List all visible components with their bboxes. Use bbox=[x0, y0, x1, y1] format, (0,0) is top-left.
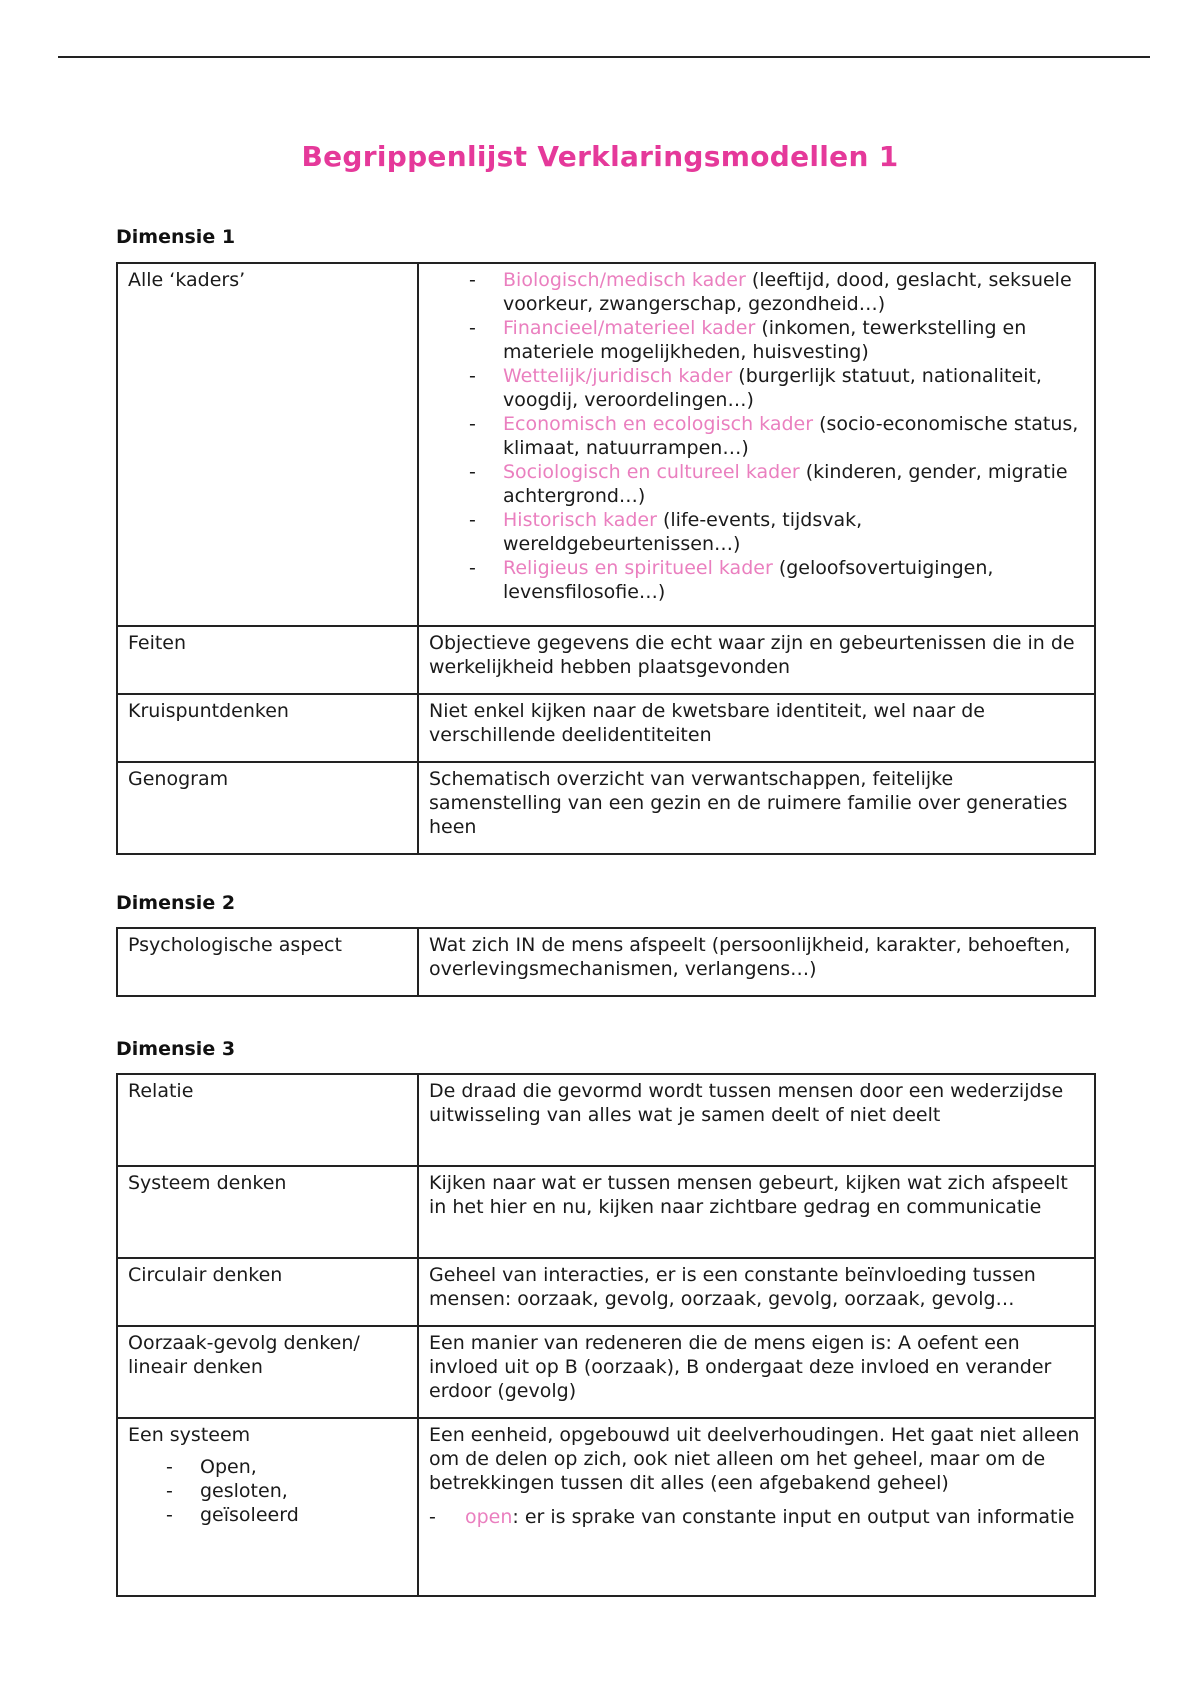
table-row bbox=[117, 1258, 1095, 1326]
definition-cell: Kijken naar wat er tussen mensen gebeurt, kijken wat zich afspeelt in het hier en nu, kijken naar zichtbare gedrag en communicatie bbox=[418, 1166, 1095, 1258]
kader-name: Wettelijk/juridisch kader bbox=[503, 365, 733, 387]
term-cell: Kruispuntdenken bbox=[117, 694, 418, 762]
term-cell: Relatie bbox=[117, 1074, 418, 1166]
kader-desc: (inkomen, tewerkstelling en materiele mogelijkheden, huisvesting) bbox=[503, 317, 1027, 363]
definition-cell bbox=[418, 1418, 1095, 1596]
kader-name: Economisch en ecologisch kader bbox=[503, 413, 814, 435]
list-item bbox=[503, 268, 1084, 316]
kader-name: Religieus en spiritueel kader bbox=[503, 557, 773, 579]
list-item: - geïsoleerd bbox=[200, 1503, 407, 1527]
definition-cell: De draad die gevormd wordt tussen mensen door een wederzijdse uitwisseling van alles wat je samen deelt of niet deelt bbox=[418, 1074, 1095, 1166]
kader-desc: (burgerlijk statuut, nationaliteit, voogdij, veroordelingen…) bbox=[503, 365, 1042, 411]
table-row bbox=[117, 1166, 1095, 1258]
term-cell bbox=[117, 1418, 418, 1596]
term-cell: Circulair denken bbox=[117, 1258, 418, 1326]
kader-name: Biologisch/medisch kader bbox=[503, 269, 746, 291]
table-row bbox=[117, 928, 1095, 996]
systeem-definition: Een eenheid, opgebouwd uit deelverhoudingen. Het gaat niet alleen om de delen op zich, ook niet alleen om het geheel, maar om de betrekkingen tussen dit alles (een afgebakend geheel) bbox=[429, 1424, 1080, 1494]
term-cell: Feiten bbox=[117, 626, 418, 694]
kader-desc: (leeftijd, dood, geslacht, seksuele voorkeur, zwangerschap, gezondheid…) bbox=[503, 269, 1072, 315]
definition-cell: Geheel van interacties, er is een constante beïnvloeding tussen mensen: oorzaak, gevolg, oorzaak, gevolg, oorzaak, gevolg… bbox=[418, 1258, 1095, 1326]
kaders-list bbox=[429, 268, 1084, 604]
list-item bbox=[503, 364, 1084, 412]
table-row bbox=[117, 626, 1095, 694]
kader-desc: (socio-economische status, klimaat, natuurrampen…) bbox=[503, 413, 1079, 459]
definition-cell: Objectieve gegevens die echt waar zijn en gebeurtenissen die in de werkelijkheid hebben plaatsgevonden bbox=[418, 626, 1095, 694]
kader-desc: (life-events, tijdsvak, wereldgebeurtenissen…) bbox=[503, 509, 863, 555]
list-item bbox=[503, 460, 1084, 508]
open-label: open bbox=[465, 1506, 513, 1528]
systeem-subtypes-list bbox=[429, 1505, 1084, 1529]
systeem-term: Een systeem bbox=[128, 1424, 251, 1446]
dimensie-2-heading: Dimensie 2 bbox=[116, 892, 236, 914]
header-rule bbox=[58, 56, 1150, 58]
dimensie-1-heading: Dimensie 1 bbox=[116, 226, 236, 248]
open-desc: : er is sprake van constante input en output van informatie bbox=[512, 1506, 1075, 1528]
dimensie-3-table bbox=[116, 1073, 1096, 1597]
definition-cell bbox=[418, 263, 1095, 626]
table-row bbox=[117, 1326, 1095, 1418]
table-row bbox=[117, 1418, 1095, 1596]
table-row bbox=[117, 263, 1095, 626]
list-item bbox=[465, 1505, 1084, 1529]
list-item bbox=[503, 412, 1084, 460]
kader-name: Financieel/materieel kader bbox=[503, 317, 756, 339]
term-cell: Oorzaak-gevolg denken/ lineair denken bbox=[117, 1326, 418, 1418]
table-row bbox=[117, 762, 1095, 854]
list-item: - gesloten, bbox=[200, 1479, 407, 1503]
list-item bbox=[503, 316, 1084, 364]
systeem-types-list bbox=[128, 1455, 407, 1527]
definition-cell: Schematisch overzicht van verwantschappen, feitelijke samenstelling van een gezin en de ruimere familie over generaties heen bbox=[418, 762, 1095, 854]
list-item bbox=[503, 556, 1084, 604]
term-cell: Psychologische aspect bbox=[117, 928, 418, 996]
kader-desc: (kinderen, gender, migratie achtergrond…) bbox=[503, 461, 1068, 507]
list-item: - Open, bbox=[200, 1455, 407, 1479]
page-title: Begrippenlijst Verklaringsmodellen 1 bbox=[301, 140, 899, 173]
definition-cell: Een manier van redeneren die de mens eigen is: A oefent een invloed uit op B (oorzaak), B ondergaat deze invloed en verander erdoor (gevolg) bbox=[418, 1326, 1095, 1418]
kader-desc: (geloofsovertuigingen, levensfilosofie…) bbox=[503, 557, 994, 603]
term-cell: Genogram bbox=[117, 762, 418, 854]
term-cell: Alle ‘kaders’ bbox=[117, 263, 418, 626]
kader-name: Sociologisch en cultureel kader bbox=[503, 461, 800, 483]
table-row bbox=[117, 1074, 1095, 1166]
definition-cell: Wat zich IN de mens afspeelt (persoonlijkheid, karakter, behoeften, overlevingsmechanismen, verlangens…) bbox=[418, 928, 1095, 996]
definition-cell: Niet enkel kijken naar de kwetsbare identiteit, wel naar de verschillende deelidentiteiten bbox=[418, 694, 1095, 762]
dimensie-2-table bbox=[116, 927, 1096, 997]
term-cell: Systeem denken bbox=[117, 1166, 418, 1258]
dimensie-1-table bbox=[116, 262, 1096, 855]
dimensie-3-heading: Dimensie 3 bbox=[116, 1038, 236, 1060]
list-item bbox=[503, 508, 1084, 556]
table-row bbox=[117, 694, 1095, 762]
kader-name: Historisch kader bbox=[503, 509, 657, 531]
